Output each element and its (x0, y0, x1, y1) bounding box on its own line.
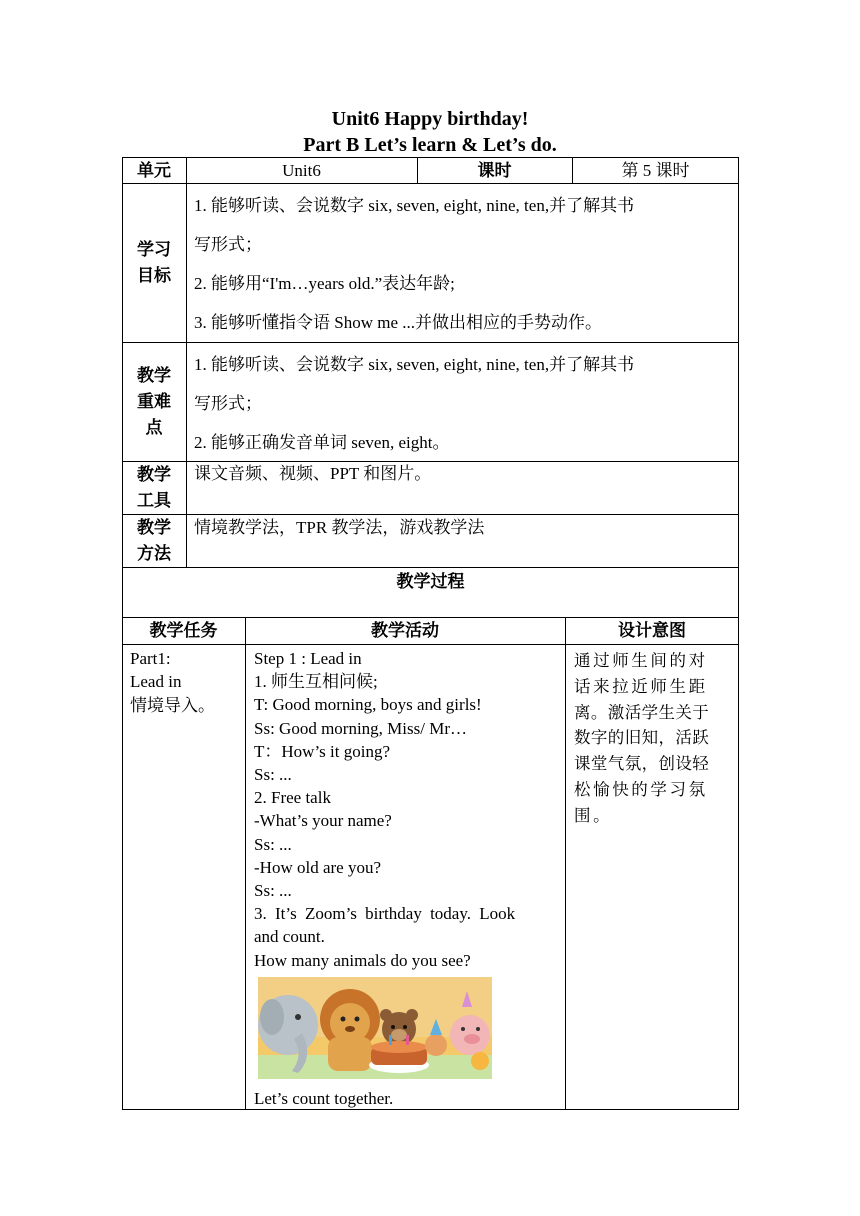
key-points-label-line1: 教学 (137, 366, 171, 386)
part1-task-line: Lead in (130, 672, 182, 692)
column-header-task: 教学任务 (149, 621, 218, 641)
key-points-label (122, 363, 186, 441)
birthday-animals-illustration (258, 977, 492, 1079)
table-rule (122, 644, 739, 645)
table-rule (122, 514, 739, 515)
period-value: 第 5 课时 (621, 161, 690, 180)
birthday-animals-svg (258, 977, 492, 1079)
key-points-line: 写形式； (194, 394, 262, 413)
methods-label (122, 515, 186, 567)
part1-activity (254, 647, 559, 972)
activity-line: Ss: ... (254, 765, 292, 785)
objectives-line: 1. 能够听读、会说数字 six, seven, eight, nine, ten,并了解其书 (194, 196, 635, 215)
activity-line: -How old are you? (254, 857, 381, 877)
intent-line: 课堂气氛，创设轻 (574, 754, 710, 774)
activity-line: -What’s your name? (254, 811, 392, 831)
period-label: 课时 (477, 161, 512, 181)
tools-label (122, 462, 186, 514)
key-points-label-line2: 重难 (137, 392, 171, 412)
intent-line: 通过师生间的对 (574, 651, 708, 670)
intent-line: 话来拉近师生距 (574, 676, 708, 696)
key-points-line: 1. 能够听读、会说数字 six, seven, eight, nine, ten,并了解其书 (194, 355, 635, 374)
activity-line: 1. 师生互相问候; (254, 672, 378, 692)
unit-value: Unit6 (282, 161, 321, 180)
table-rule (122, 567, 739, 568)
intent-line: 松愉快的学习氛 (574, 779, 708, 799)
objectives-label-line1: 学习 (137, 240, 171, 260)
tools-text: 课文音频、视频、PPT 和图片。 (194, 464, 432, 483)
activity-line: Ss: ... (254, 834, 292, 854)
intent-line: 数字的旧知，活跃 (574, 728, 710, 748)
column-header-activity: 教学活动 (371, 621, 439, 641)
part1-task-line: 情境导入。 (130, 695, 215, 715)
objectives-line: 写形式； (194, 235, 262, 254)
activity-line: 3. It’s Zoom’s birthday today. Look (254, 904, 516, 924)
part1-task-line: Part1: (130, 649, 171, 668)
key-points-label-line3: 点 (145, 418, 163, 438)
key-points-line: 2. 能够正确发音单词 seven, eight。 (194, 433, 450, 452)
activity-line: How many animals do you see? (254, 950, 471, 970)
table-rule (245, 617, 246, 1110)
key-points-text (194, 345, 634, 462)
methods-text: 情境教学法，TPR 教学法，游戏教学法 (194, 518, 485, 537)
activity-line: Ss: ... (254, 881, 292, 901)
tools-label-line2: 工具 (137, 491, 171, 511)
objectives-line: 3. 能够听懂指令语 Show me ...并做出相应的手势动作。 (194, 313, 602, 332)
part1-intent (574, 648, 731, 829)
objectives-line: 2. 能够用“I'm…years old.”表达年龄; (194, 274, 455, 293)
table-rule (122, 342, 739, 343)
document-title-line2: Part B Let’s learn & Let’s do. (303, 134, 557, 156)
table-rule (565, 617, 566, 1110)
activity-line: Step 1 : Lead in (254, 649, 362, 668)
unit-label: 单元 (137, 161, 171, 181)
methods-label-line1: 教学 (137, 518, 171, 538)
table-rule (186, 183, 187, 567)
column-header-intent: 设计意图 (618, 621, 686, 641)
intent-line: 离。激活学生关于 (574, 702, 710, 722)
objectives-label-line2: 目标 (137, 266, 171, 286)
objectives-text (194, 186, 634, 342)
activity-line: 2. Free talk (254, 788, 331, 808)
objectives-label (122, 237, 186, 289)
activity-line: T: Good morning, boys and girls! (254, 695, 482, 715)
intent-line: 围。 (574, 805, 613, 825)
activity-line: and count. (254, 927, 325, 947)
methods-label-line2: 方法 (137, 544, 171, 564)
document-title-line1: Unit6 Happy birthday! (331, 108, 529, 130)
tools-label-line1: 教学 (137, 465, 171, 485)
part1-after-image: Let’s count together. (254, 1089, 394, 1108)
process-heading: 教学过程 (396, 572, 465, 592)
part1-task (130, 647, 215, 717)
activity-line: Ss: Good morning, Miss/ Mr… (254, 718, 467, 738)
activity-line: T：How’s it going? (254, 741, 390, 761)
